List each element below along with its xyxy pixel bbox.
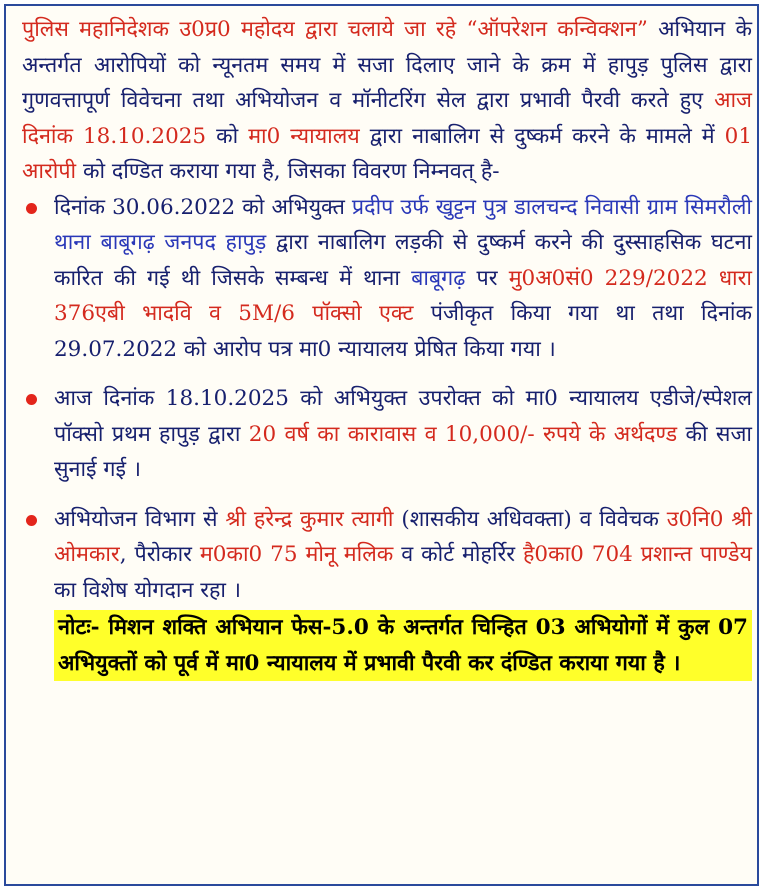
intro-court: मा0 न्यायालय [248, 123, 360, 149]
bullet-icon [26, 515, 37, 526]
contrib-text: अभियोजन विभाग से [54, 506, 226, 532]
accused-name: प्रदीप उर्फ खुट्टन पुत्र डालचन्द निवासी ग्राम सिमरौली थाना बाबूगढ़ जनपद हापुड़ [54, 194, 752, 255]
case-text: दिनांक 30.06.2022 को अभियुक्त [54, 194, 352, 220]
bullet-icon [26, 203, 37, 214]
contrib-text-5: का विशेष योगदान रहा । [54, 577, 241, 603]
moharrir-name: है0का0 704 प्रशान्त पाण्डेय [522, 542, 752, 567]
pairokar-name: म0का0 75 मोनू मलिक [199, 542, 394, 567]
sentence-penalty: 20 वर्ष का कारावास व 10,000/- रुपये के अर्थदण्ड [248, 421, 678, 447]
intro-paragraph [22, 12, 752, 190]
case-text-2: द्वारा नाबालिग लड़की से दुष्कर्म करने की दुस्साहसिक घटना कारित की गई थी जिसके सम्बन्ध में थाना [54, 230, 753, 291]
intro-accused-count: 01 आरोपी [22, 123, 752, 184]
details-list [22, 190, 752, 609]
police-station: बाबूगढ़ [411, 265, 466, 291]
list-item-contributors [22, 502, 752, 609]
prosecutor-name: श्री हरेन्द्र कुमार त्यागी [225, 506, 394, 532]
intro-text: अभियान के अन्तर्गत आरोपियों को न्यूनतम समय में सजा दिलाए जाने के क्रम में हापुड़ पुलिस द्वारा गुणवत्तापूर्ण विवेचना तथा अभियोजन व मॉनीटरिंग सेल द्वारा प्रभावी पैरवी करते हुए [22, 17, 752, 113]
intro-operation-text: पुलिस महानिदेशक उ0प्र0 महोदय द्वारा चलाये जा रहे “ऑपरेशन कन्विक्शन” [22, 17, 648, 42]
investigator-name: उ0नि0 श्री ओमकार [54, 506, 752, 567]
contrib-text-3: , पैरोकार [119, 542, 200, 567]
sentence-text: आज दिनांक 18.10.2025 को अभियुक्त उपरोक्त को मा0 न्यायालय एडीजे/स्पेशल पॉक्सो प्रथम हापुड़ द्वारा [54, 386, 752, 447]
intro-text-2: को [206, 123, 249, 149]
contrib-text-2: (शासकीय अधिवक्ता) व विवेचक [393, 506, 667, 532]
intro-date: आज दिनांक 18.10.2025 [22, 88, 752, 149]
press-release-frame [4, 4, 759, 886]
intro-text-4: को दण्डित कराया गया है, जिसका विवरण निम्नवत् है- [76, 159, 500, 184]
intro-text-3: द्वारा नाबालिग से दुष्कर्म करने के मामले में [359, 123, 725, 149]
press-release-content [22, 12, 752, 681]
contrib-text-4: व कोर्ट मोहर्रिर [393, 542, 523, 567]
case-number: मु0अ0सं0 229/2022 धारा 376एबी भादवि व 5M/6 पॉक्सो एक्ट [54, 265, 752, 326]
list-item-sentence [22, 381, 752, 488]
bullet-icon [26, 394, 37, 405]
sentence-text-2: की सजा सुनाई गई । [54, 421, 752, 482]
list-item-case-details [22, 190, 752, 368]
mission-shakti-note: नोटः- मिशन शक्ति अभियान फेस-5.0 के अन्तर्गत चिन्हित 03 अभियोगों में कुल 07 अभियुक्तों को पूर्व में मा0 न्यायालय में प्रभावी पैरवी कर दंण्डित कराया गया है । [54, 610, 752, 681]
case-text-3: पर [465, 265, 509, 291]
case-text-4: पंजीकृत किया गया था तथा दिनांक 29.07.2022 को आरोप पत्र मा0 न्यायालय प्रेषित किया गया । [54, 301, 752, 362]
